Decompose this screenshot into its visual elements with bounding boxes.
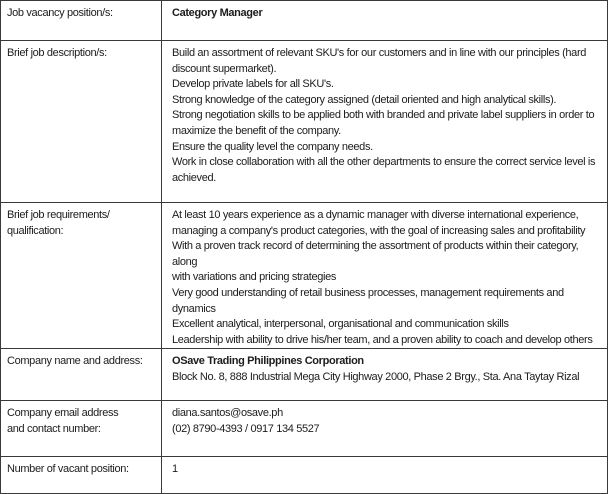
row-company <box>1 349 608 401</box>
vacancies-count: 1 <box>172 463 178 476</box>
row-vacancies <box>1 457 608 494</box>
company-label: Company name and address: <box>7 355 143 368</box>
description-line: Ensure the quality level the company needs. <box>172 140 373 153</box>
row-contact <box>1 401 608 457</box>
description-line: Strong negotiation skills to be applied both with branded and private label suppliers in order to <box>172 109 595 122</box>
requirements-label-cell <box>1 203 162 349</box>
company-address: Block No. 8, 888 Industrial Mega City Highway 2000, Phase 2 Brgy., Sta. Ana Taytay Rizal <box>172 370 580 383</box>
vacancies-label-cell <box>1 457 162 494</box>
requirements-label: qualification: <box>7 224 64 237</box>
description-line: Build an assortment of relevant SKU's for our customers and in line with our principles (hard <box>172 47 587 59</box>
row-position <box>1 1 608 41</box>
description-label: Brief job description/s: <box>7 47 107 59</box>
requirement-line: At least 10 years experience as a dynamic manager with diverse international experience, <box>172 209 579 221</box>
position-title: Category Manager <box>172 7 263 19</box>
contact-phone: (02) 8790-4393 / 0917 134 5527 <box>172 422 320 435</box>
contact-value-cell <box>162 401 608 457</box>
description-label-cell <box>1 41 162 203</box>
description-value-cell <box>162 41 608 203</box>
contact-email: diana.santos@osave.ph <box>172 407 283 420</box>
company-value-cell <box>162 349 608 401</box>
contact-label: Company email address <box>7 407 119 420</box>
requirement-line: Very good understanding of retail business processes, management requirements and dynamics <box>172 286 564 315</box>
position-label: Job vacancy position/s: <box>7 7 113 19</box>
requirement-line: managing a company's product categories, with the goal of increasing sales and profitability <box>172 224 586 237</box>
description-line: achieved. <box>172 171 216 184</box>
requirements-value-cell <box>162 203 608 349</box>
description-line: maximize the benefit of the company. <box>172 124 341 137</box>
vacancies-label: Number of vacant position: <box>7 463 129 476</box>
position-value-cell <box>162 1 608 41</box>
requirement-line: with variations and pricing strategies <box>172 271 337 284</box>
description-line: Work in close collaboration with all the other departments to ensure the correct service level is <box>172 156 596 169</box>
contact-label: and contact number: <box>7 422 101 435</box>
contact-label-cell <box>1 401 162 457</box>
vacancies-value-cell <box>162 457 608 494</box>
requirements-label: Brief job requirements/ <box>7 209 110 221</box>
row-requirements <box>1 203 608 349</box>
description-line: Strong knowledge of the category assigned (detail oriented and high analytical skills). <box>172 93 557 106</box>
company-label-cell <box>1 349 162 401</box>
position-label-cell <box>1 1 162 41</box>
company-name: OSave Trading Philippines Corporation <box>172 355 364 368</box>
requirement-line: Leadership with ability to drive his/her team, and a proven ability to coach and develop others <box>172 333 593 346</box>
description-line: Develop private labels for all SKU's. <box>172 78 334 91</box>
row-description <box>1 41 608 203</box>
description-line: discount supermarket). <box>172 62 277 75</box>
requirement-line: Excellent analytical, interpersonal, organisational and communication skills <box>172 318 509 331</box>
requirement-line: With a proven track record of determining the assortment of products within their category, along <box>172 240 579 268</box>
